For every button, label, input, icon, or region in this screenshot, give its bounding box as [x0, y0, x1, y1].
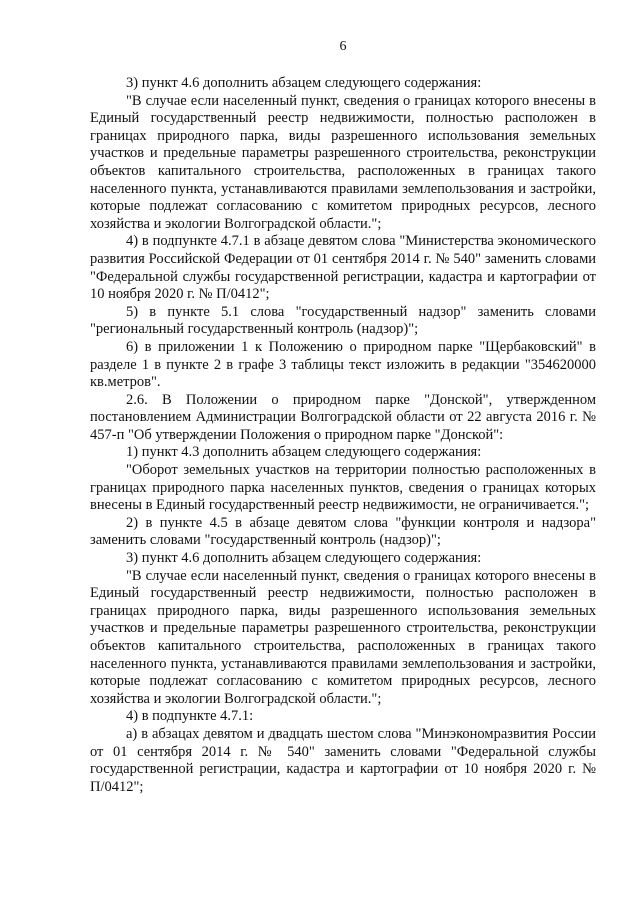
paragraph-point-5-1: 5) в пункте 5.1 слова "государственный надзор" заменить словами "региональный государственный контроль (надзор)"; [90, 303, 596, 338]
paragraph-quote-land-turnover: "Оборот земельных участков на территории полностью расположенных в границах природного парка населенных пунктов, сведения о границах которых внесены в Единый государственный реестр недвижимости, не ограничивается."; [90, 462, 596, 514]
paragraph-quote-settlement-second: "В случае если населенный пункт, сведения о границах которого внесены в Единый государственный реестр недвижимости, полностью расположен в границах природного парка, виды разрешенного использования земельных участков и предельные параметры разрешенного строительства, реконструкции объектов капитального строительства, расположенных в границах такого населенного пункта, устанавливаются правилами землепользования и застройки, которые подлежат согласованию с комитетом природных ресурсов, лесного хозяйства и экологии Волгоградской области."; [90, 567, 596, 707]
paragraph-quote-settlement: "В случае если населенный пункт, сведения о границах которого внесены в Единый государственный реестр недвижимости, полностью расположен в границах природного парка, виды разрешенного использования земельных участков и предельные параметры разрешенного строительства, реконструкции объектов капитального строительства, расположенных в границах такого населенного пункта, устанавливаются правилами землепользования и застройки, которые подлежат согласованию с комитетом природных ресурсов, лесного хозяйства и экологии Волгоградской области."; [90, 92, 596, 232]
paragraph-appendix-1: 6) в приложении 1 к Положению о природном парке "Щербаковский" в разделе 1 в пункте 2 в графе 3 таблицы текст изложить в редакции "354620000 кв.метров". [90, 338, 596, 391]
paragraph-point-4-5: 2) в пункте 4.5 в абзаце девятом слова "функции контроля и надзора" заменить словами "государственный контроль (надзор)"; [90, 514, 596, 549]
paragraph-amend-4-6-second: 3) пункт 4.6 дополнить абзацем следующего содержания: [126, 550, 482, 567]
paragraph-amend-4-6: 3) пункт 4.6 дополнить абзацем следующего содержания: [126, 75, 482, 91]
paragraph-section-2-6: 2.6. В Положении о природном парке "Донской", утвержденном постановлением Администрации Волгоградской области от 22 августа 2016 г. № 457-п "Об утверждении Положения о природном парке "Донской": [90, 391, 596, 443]
paragraph-subpoint-4-7-1: 4) в подпункте 4.7.1 в абзаце девятом слова "Министерства экономического развития Российской Федерации от 01 сентября 2014 г. № 540" заменить словами "Федеральной службы государственной регистрации, кадастра и картографии от 10 ноября 2020 г. № П/0412"; [90, 233, 596, 303]
page-number: 6 [339, 39, 347, 54]
paragraph-subpoint-4-7-1-second: 4) в подпункте 4.7.1: [126, 708, 254, 725]
paragraph-amend-4-3: 1) пункт 4.3 дополнить абзацем следующего содержания: [126, 444, 482, 461]
paragraph-item-a: а) в абзацах девятом и двадцать шестом слова "Минэкономразвития России от 01 сентября 2014 г. № 540" заменить словами "Федеральной службы государственной регистрации, кадастра и картографии от 10 ноября 2020 г. № П/0412"; [90, 725, 596, 795]
